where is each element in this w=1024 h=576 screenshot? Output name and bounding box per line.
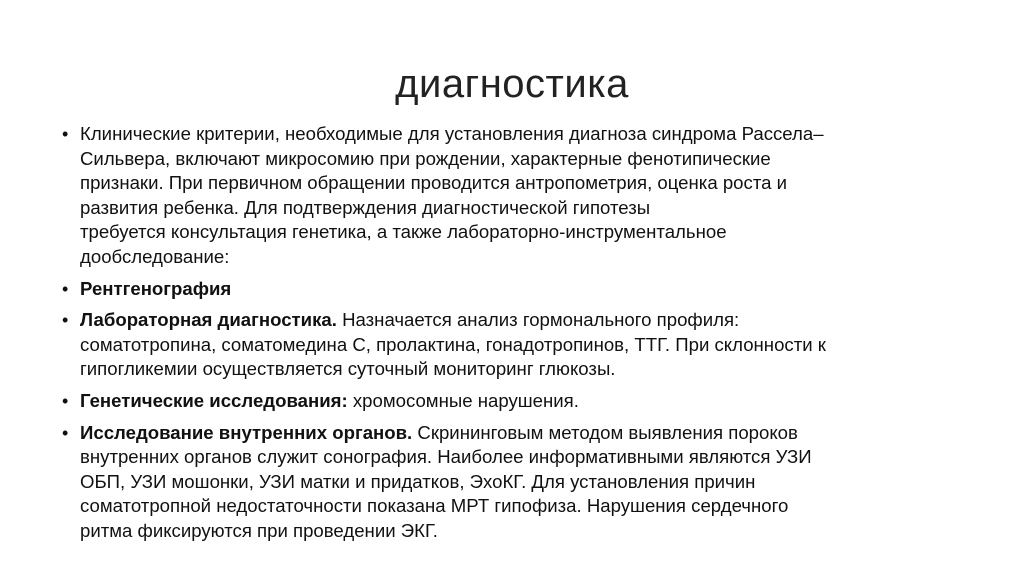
line-text: соматотропной недостаточности показана МРТ гипофиза. Нарушения сердечного: [80, 495, 789, 517]
text-line: [80, 308, 982, 333]
text-line: [80, 445, 982, 470]
line-text: Скрининговым методом выявления пороков: [412, 421, 798, 443]
text-line: [80, 357, 982, 382]
text-line: [80, 333, 982, 358]
line-text: хромосомные нарушения.: [347, 389, 579, 411]
line-text: соматотропина, соматомедина С, пролактина, гонадотропинов, ТТГ. При склонности к: [80, 333, 826, 355]
text-line: [80, 277, 982, 302]
text-line: [80, 494, 982, 519]
text-line: [80, 220, 982, 245]
bullet-item: [62, 277, 982, 302]
text-line: [80, 245, 982, 270]
bullet-icon: •: [62, 310, 69, 331]
text-line: [80, 171, 982, 196]
line-text: дообследование:: [80, 245, 230, 267]
bullet-icon: •: [62, 390, 69, 411]
slide-title: диагностика: [395, 62, 629, 106]
line-text: развития ребенка. Для подтверждения диагностической гипотезы: [80, 196, 651, 218]
text-line: [80, 470, 982, 495]
bullet-item: [62, 389, 982, 414]
bold-heading: Генетические исследования:: [80, 389, 348, 411]
text-line: [80, 421, 982, 446]
text-line: [80, 147, 982, 172]
bullet-item: [62, 308, 982, 382]
line-text: гипогликемии осуществляется суточный мониторинг глюкозы.: [80, 358, 616, 380]
bullet-item: [62, 421, 982, 544]
line-text: требуется консультация генетика, а также лабораторно-инструментальное: [80, 221, 727, 243]
bullet-icon: •: [62, 278, 69, 299]
text-line: [80, 389, 982, 414]
line-text: Сильвера, включают микросомию при рождении, характерные фенотипические: [80, 147, 771, 169]
bold-heading: Исследование внутренних органов.: [80, 421, 413, 443]
line-text: Назначается анализ гормонального профиля:: [336, 309, 740, 331]
text-line: [80, 122, 982, 147]
line-text: ОБП, УЗИ мошонки, УЗИ матки и придатков, ЭхоКГ. Для установления причин: [80, 470, 756, 492]
text-line: [80, 196, 982, 221]
bold-heading: Рентгенография: [80, 277, 232, 299]
bullet-icon: •: [62, 422, 69, 443]
bold-heading: Лабораторная диагностика.: [80, 309, 337, 331]
bullet-icon: •: [62, 124, 69, 144]
text-line: [80, 519, 982, 544]
line-text: Клинические критерии, необходимые для установления диагноза синдрома Рассела–: [80, 123, 824, 144]
line-text: внутренних органов служит сонография. Наиболее информативными являются УЗИ: [80, 446, 812, 468]
line-text: признаки. При первичном обращении проводится антропометрия, оценка роста и: [80, 172, 788, 194]
bullet-item: [62, 122, 982, 270]
bullet-list: [62, 122, 982, 551]
line-text: ритма фиксируются при проведении ЭКГ.: [80, 519, 438, 541]
